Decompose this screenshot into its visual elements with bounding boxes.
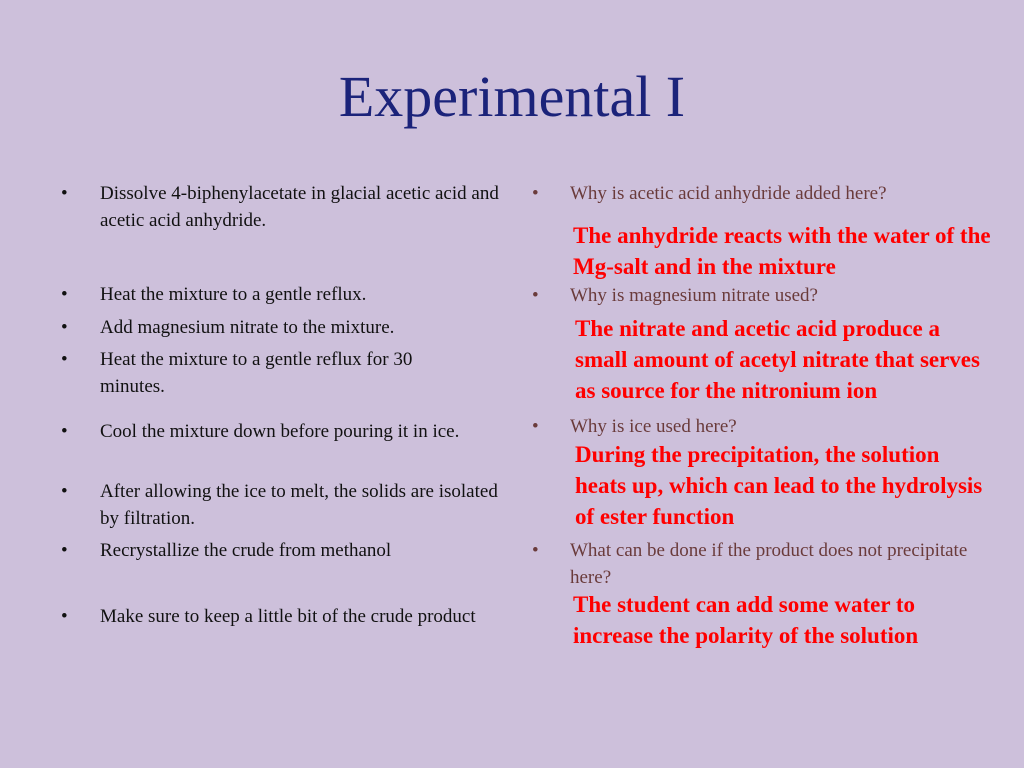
- answer-text: The anhydride reacts with the water of the Mg-salt and in the mixture: [573, 223, 991, 279]
- step-item: • Add magnesium nitrate to the mixture.: [100, 314, 510, 341]
- step-item: • Recrystallize the crude from methanol: [100, 537, 510, 564]
- answer-text: During the precipitation, the solution heats up, which can lead to the hydrolysis of ester function: [575, 442, 983, 529]
- step-item: • After allowing the ice to melt, the solids are isolated by filtration.: [100, 478, 510, 532]
- answer-text: The nitrate and acetic acid produce a small amount of acetyl nitrate that serves as source for the nitronium ion: [575, 316, 980, 403]
- step-item: • Dissolve 4-biphenylacetate in glacial acetic acid and acetic acid anhydride.: [100, 180, 510, 234]
- question-item: • Why is acetic acid anhydride added here?: [570, 180, 990, 207]
- step-item: • Make sure to keep a little bit of the crude product: [100, 603, 510, 630]
- step-item: • Heat the mixture to a gentle reflux for 30 minutes.: [100, 346, 470, 400]
- step-item: • Heat the mixture to a gentle reflux.: [100, 281, 510, 308]
- slide-title: Experimental I: [338, 64, 686, 129]
- step-item: • Cool the mixture down before pouring it in ice.: [100, 418, 510, 445]
- question-item: • Why is magnesium nitrate used?: [570, 282, 990, 309]
- question-item: • Why is ice used here?: [570, 413, 990, 440]
- answer-text: The student can add some water to increase the polarity of the solution: [573, 592, 919, 648]
- question-item: • What can be done if the product does not precipitate here?: [570, 537, 970, 591]
